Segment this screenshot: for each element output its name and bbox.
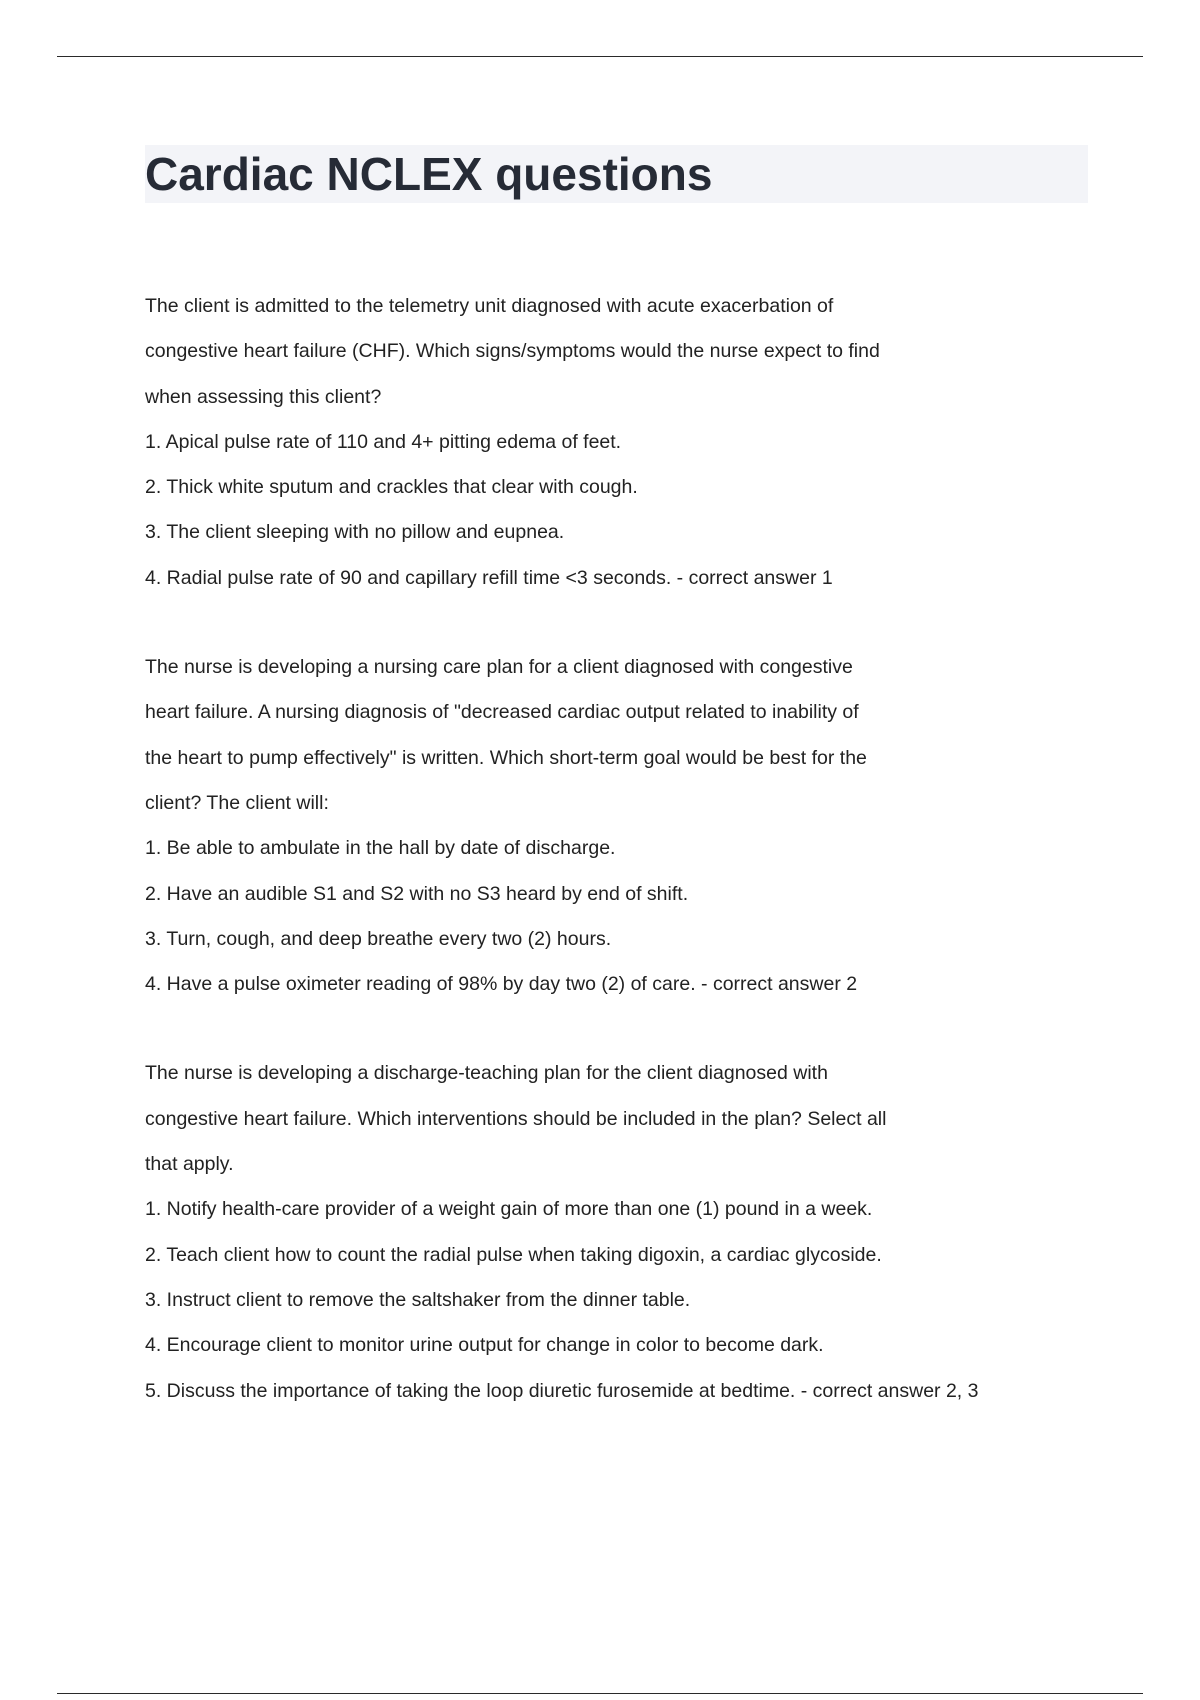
answer-option: 1. Notify health-care provider of a weight gain of more than one (1) pound in a week. (145, 1198, 873, 1221)
answer-option: 4. Have a pulse oximeter reading of 98% by day two (2) of care. - correct answer 2 (145, 973, 858, 996)
question-stem-line: The nurse is developing a discharge-teaching plan for the client diagnosed with (145, 1062, 828, 1085)
top-rule (57, 56, 1143, 57)
answer-option: 3. Turn, cough, and deep breathe every two (2) hours. (145, 927, 612, 950)
answer-option: 4. Radial pulse rate of 90 and capillary refill time <3 seconds. - correct answer 1 (145, 566, 833, 589)
question-stem-line: client? The client will: (145, 791, 329, 814)
answer-option: 2. Teach client how to count the radial pulse when taking digoxin, a cardiac glycoside. (145, 1243, 882, 1266)
answer-option: 2. Thick white sputum and crackles that clear with cough. (145, 476, 638, 499)
question-3 (145, 1051, 1105, 1413)
answer-option: 4. Encourage client to monitor urine output for change in color to become dark. (145, 1334, 824, 1357)
question-stem-line: heart failure. A nursing diagnosis of "decreased cardiac output related to inability of (145, 701, 859, 724)
question-stem-line: that apply. (145, 1153, 234, 1176)
answer-option: 2. Have an audible S1 and S2 with no S3 heard by end of shift. (145, 882, 689, 905)
answer-option: 5. Discuss the importance of taking the loop diuretic furosemide at bedtime. - correct answer 2, 3 (145, 1379, 979, 1402)
answer-option: 1. Apical pulse rate of 110 and 4+ pitting edema of feet. (145, 430, 622, 453)
answer-option: 1. Be able to ambulate in the hall by date of discharge. (145, 837, 616, 860)
page-title: Cardiac NCLEX questions (145, 148, 713, 200)
question-stem-line: The client is admitted to the telemetry unit diagnosed with acute exacerbation of (145, 295, 834, 317)
question-stem-line: congestive heart failure. Which interventions should be included in the plan? Select all (145, 1107, 887, 1130)
question-stem-line: congestive heart failure (CHF). Which signs/symptoms would the nurse expect to find (145, 340, 880, 363)
question-list (145, 284, 1105, 1458)
question-1 (145, 284, 1105, 601)
question-stem-line: when assessing this client? (145, 385, 382, 408)
bottom-rule (57, 1693, 1143, 1694)
answer-option: 3. Instruct client to remove the saltshaker from the dinner table. (145, 1288, 691, 1311)
question-stem-line: the heart to pump effectively" is written. Which short-term goal would be best for the (145, 746, 867, 769)
question-stem-line: The nurse is developing a nursing care plan for a client diagnosed with congestive (145, 656, 853, 679)
question-2 (145, 645, 1105, 1007)
answer-option: 3. The client sleeping with no pillow and eupnea. (145, 521, 565, 544)
